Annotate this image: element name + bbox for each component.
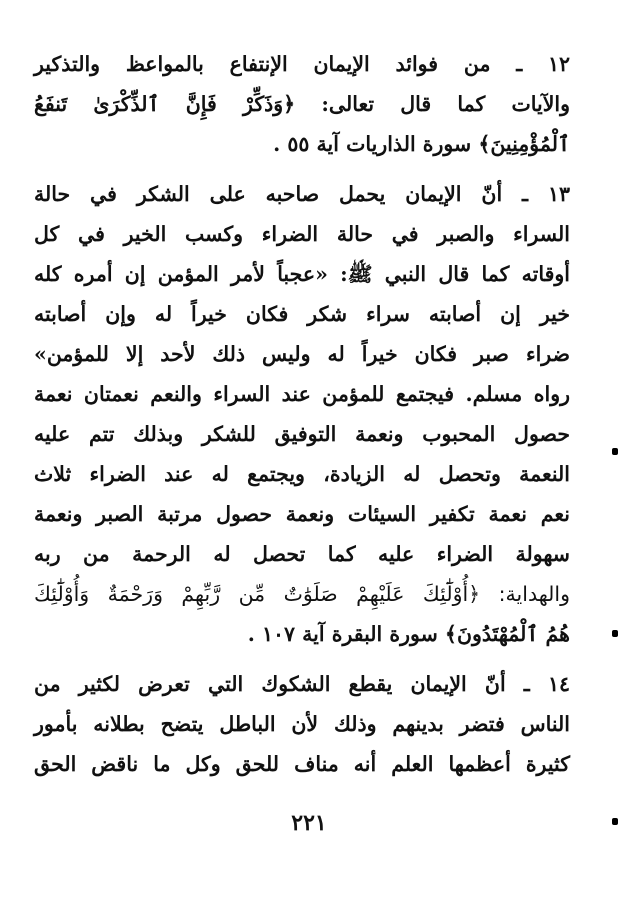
text-line: ١٤ ـ أنّ الإيمان يقطع الشكوك التي تعرض لكثير من xyxy=(34,672,570,696)
paragraph-13 xyxy=(34,174,570,654)
text-line: هُمُ ٱلْمُهْتَدُونَ﴾ سورة البقرة آية ١٠٧ . xyxy=(247,622,570,646)
text-line: كثيرة أعظمها العلم أنه مناف للحق وكل ما ناقض الحق xyxy=(34,752,570,776)
text-line: ضراء صبر فكان خيراً له وليس ذلك لأحد إلا للمؤمن» xyxy=(34,342,570,366)
text-line: والهداية: ﴿أُوْلَٰٓئِكَ عَلَيْهِمْ صَلَوَٰتٌ مِّن رَّبِّهِمْ وَرَحْمَةٌ وَأُوْلَٰٓئِكَ xyxy=(34,582,570,606)
text-line: ١٣ ـ أنّ الإيمان يحمل صاحبه على الشكر في حالة xyxy=(34,182,570,206)
paragraph-14 xyxy=(34,664,570,784)
edge-mark xyxy=(612,448,618,455)
text-line: والآيات كما قال تعالى: ﴿وَذَكِّرْ فَإِنَّ ٱلذِّكْرَىٰ تَنفَعُ xyxy=(34,92,570,116)
text-line: نعم نعمة تكفير السيئات ونعمة حصول مرتبة الصبر ونعمة xyxy=(34,502,570,526)
text-line: حصول المحبوب ونعمة التوفيق للشكر وبذلك تتم عليه xyxy=(34,422,570,446)
paragraph-12 xyxy=(34,44,570,164)
page-number: ٢٢١ xyxy=(291,810,327,836)
edge-mark xyxy=(612,630,618,637)
text-line: ٱلْمُؤْمِنِينَ﴾ سورة الذاريات آية ٥٥ . xyxy=(273,132,570,156)
text-line: رواه مسلم. فيجتمع للمؤمن عند السراء والنعم نعمتان نعمة xyxy=(34,382,570,406)
text-line: خير إن أصابته سراء شكر فكان خيراً له وإن أصابته xyxy=(34,302,570,326)
edge-mark xyxy=(612,818,618,825)
text-line: أوقاته كما قال النبي ﷺ: «عجباً لأمر المؤمن إن أمره كله xyxy=(34,262,570,286)
text-line: سهولة الضراء عليه كما تحصل له الرحمة من ربه xyxy=(34,542,570,566)
text-line: الناس فتضر بدينهم وذلك لأن الباطل يتضح بطلانه بأمور xyxy=(34,712,570,736)
text-line: ١٢ ـ من فوائد الإيمان الإنتفاع بالمواعظ والتذكير xyxy=(34,52,570,76)
text-line: النعمة وتحصل له الزيادة، ويجتمع له عند الضراء ثلاث xyxy=(34,462,570,486)
text-line: السراء والصبر في حالة الضراء وكسب الخير في كل xyxy=(34,222,570,246)
body-text xyxy=(34,44,570,784)
